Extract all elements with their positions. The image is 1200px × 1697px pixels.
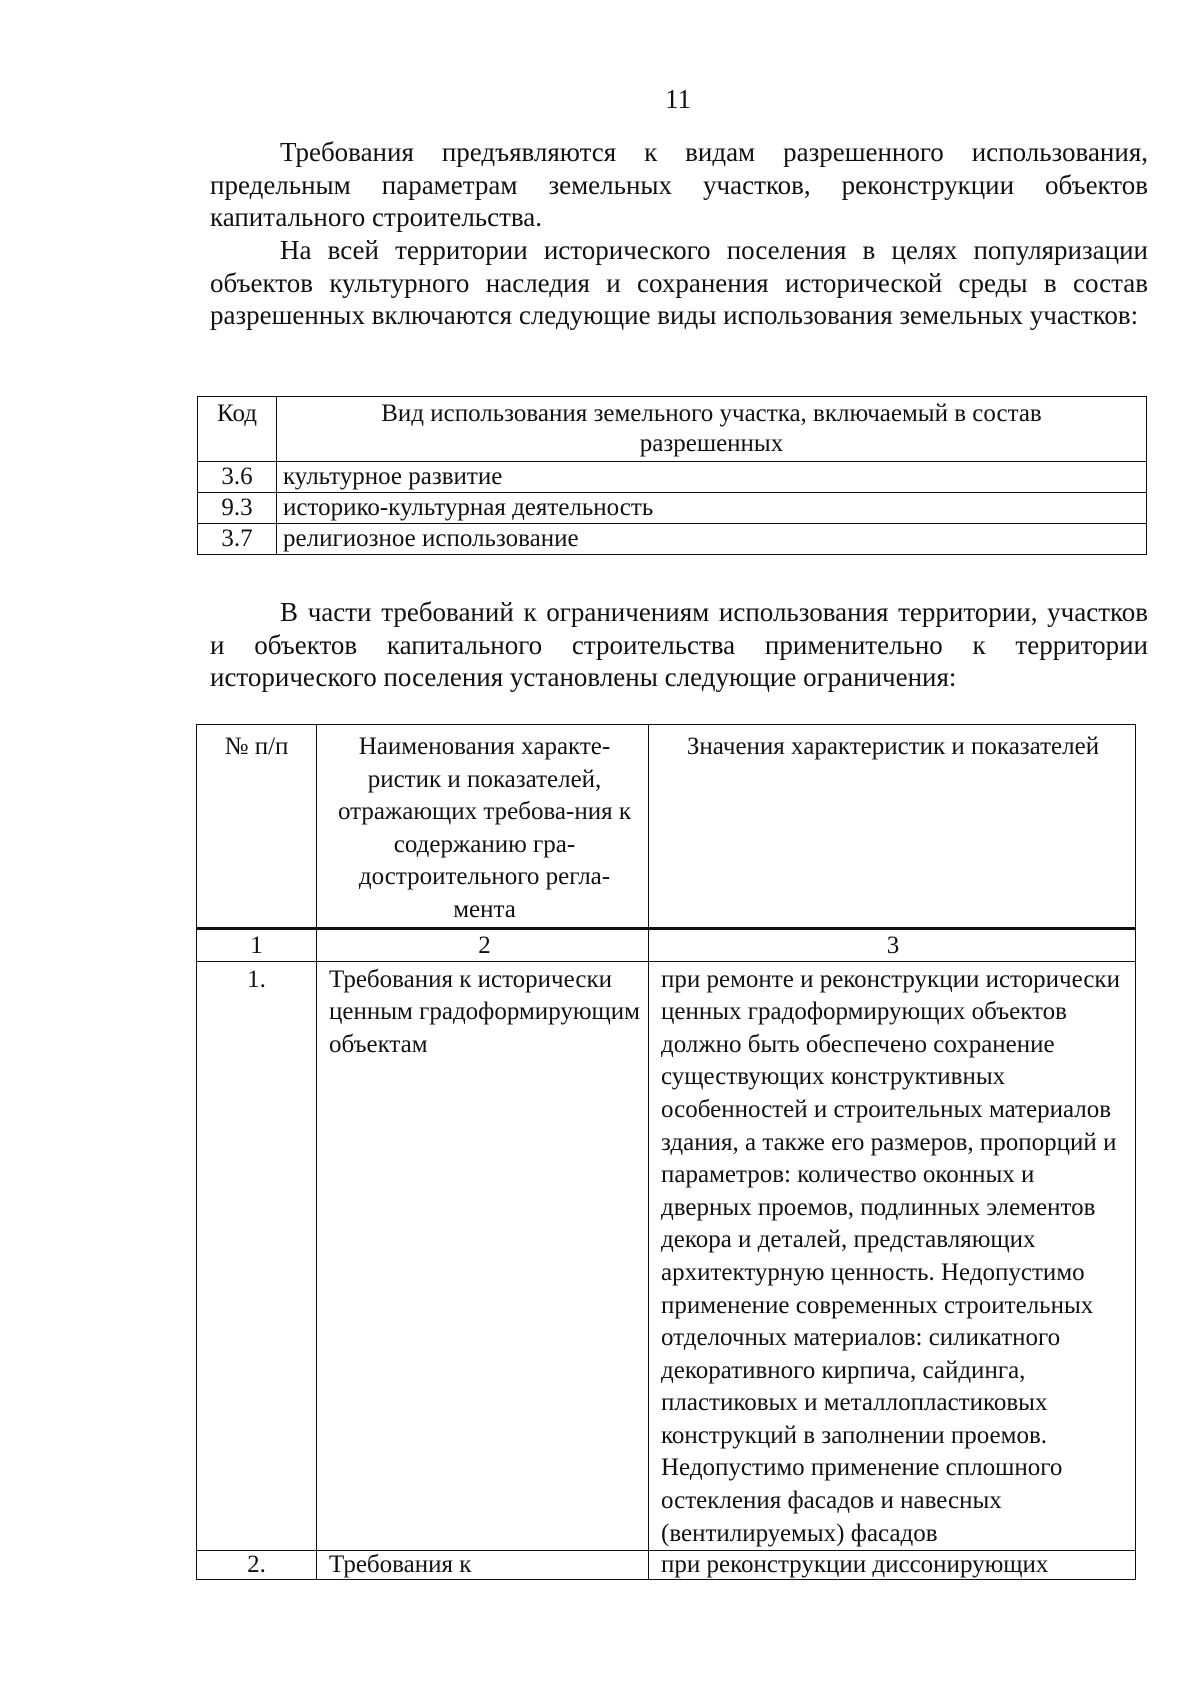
land-use-cell: культурное развитие bbox=[277, 462, 1147, 493]
characteristic-value: при ремонте и реконструкции исторически ценных градоформирующих объектов должно быть обеспечено сохранение существующих конструктивных особенностей и строительных материалов здания, а также его размеров, пропорций и параметров: количество оконных и дверных проемов, подлинных элементов декора и деталей, представляющих архитектурную ценность. Недопустимо применение современных строительных отделочных материалов: силикатного декоративного кирпича, сайдинга, пластиковых и металлопластиковых конструкций в заполнении проемов. Недопустимо применение сплошного остекления фасадов и навесных (вентилируемых) фасадов bbox=[649, 961, 1136, 1551]
column-number: 1 bbox=[197, 928, 317, 961]
land-use-table bbox=[197, 396, 1147, 555]
land-use-cell: религиозное использование bbox=[277, 524, 1147, 555]
table-row bbox=[198, 493, 1147, 524]
column-number: 2 bbox=[317, 928, 649, 961]
table-row bbox=[198, 524, 1147, 555]
header-number: № п/п bbox=[197, 725, 317, 929]
paragraph-permitted-uses bbox=[210, 234, 1148, 332]
paragraph-requirements bbox=[210, 136, 1148, 234]
column-number: 3 bbox=[649, 928, 1136, 961]
code-cell: 9.3 bbox=[198, 493, 277, 524]
code-cell: 3.6 bbox=[198, 462, 277, 493]
paragraph-restrictions bbox=[210, 596, 1148, 694]
table-row bbox=[197, 1551, 1136, 1580]
table-header-row bbox=[198, 397, 1147, 462]
paragraph-text: Требования предъявляются к видам разрешенного использования, предельным параметрам земельных участков, реконструкции объектов капитального строительства. bbox=[210, 137, 1148, 232]
table-row bbox=[197, 961, 1136, 1551]
characteristic-name: Требования к исторически ценным градоформирующим объектам bbox=[317, 961, 649, 1551]
column-number-row bbox=[197, 928, 1136, 961]
characteristic-value: при реконструкции диссонирующих bbox=[649, 1551, 1136, 1580]
table-header-row bbox=[197, 725, 1136, 929]
header-values: Значения характеристик и показателей bbox=[649, 725, 1136, 929]
header-code: Код bbox=[198, 397, 277, 462]
paragraph-text: На всей территории исторического поселения в целях популяризации объектов культурного наследия и сохранения исторической среды в состав разрешенных включаются следующие виды использования земельных участков: bbox=[210, 235, 1148, 330]
code-cell: 3.7 bbox=[198, 524, 277, 555]
land-use-cell: историко-культурная деятельность bbox=[277, 493, 1147, 524]
characteristic-name: Требования к bbox=[317, 1551, 649, 1580]
header-characteristics: Наименования характе-ристик и показателей, отражающих требова-ния к содержанию гра-достроительного регла-мента bbox=[317, 725, 649, 929]
restrictions-table bbox=[196, 724, 1136, 1580]
row-number: 2. bbox=[197, 1551, 317, 1580]
row-number: 1. bbox=[197, 961, 317, 1551]
table-row bbox=[198, 462, 1147, 493]
page-number: 11 bbox=[665, 84, 691, 114]
header-land-use-type: Вид использования земельного участка, включаемый в состав разрешенных bbox=[277, 397, 1147, 462]
paragraph-text: В части требований к ограничениям использования территории, участков и объектов капитального строительства применительно к территории исторического поселения установлены следующие ограничения: bbox=[210, 597, 1148, 692]
